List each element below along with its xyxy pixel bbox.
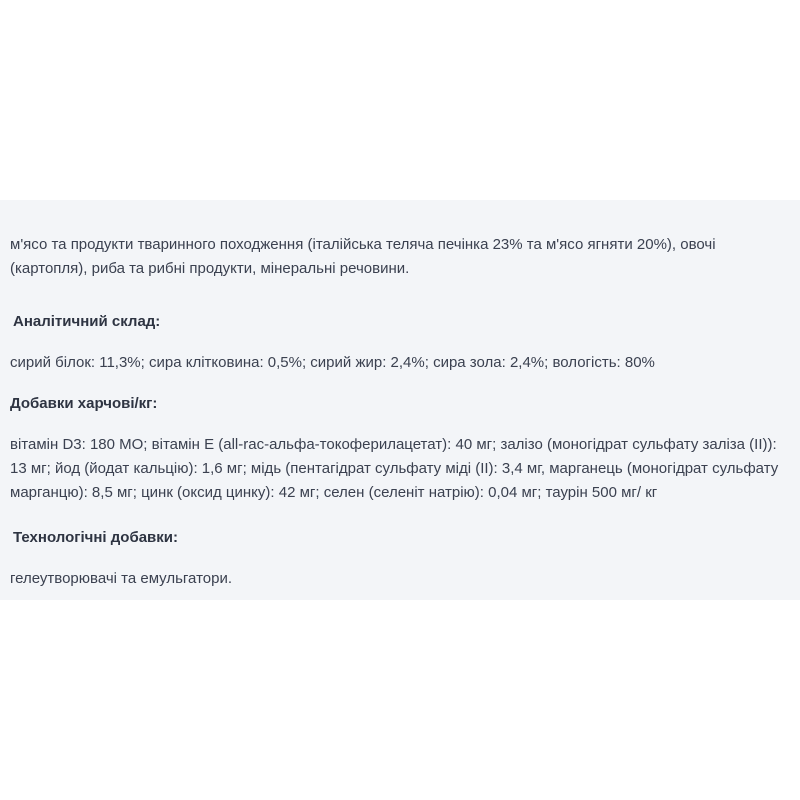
- technological-heading: Технологічні добавки:: [13, 529, 178, 546]
- product-composition: [10, 233, 790, 591]
- analytic-heading: Аналітичний склад:: [13, 313, 161, 330]
- analytic-text: сирий білок: 11,3%; сира клітковина: 0,5%; сирий жир: 2,4%; сира зола: 2,4%; вологість: 80%: [10, 354, 655, 371]
- additives-heading: Добавки харчові/кг:: [10, 395, 158, 412]
- technological-text: гелеутворювачі та емульгатори.: [10, 570, 233, 587]
- composition-text: м'ясо та продукти тваринного походження (італійська теляча печінка 23% та м'ясо ягняти 20%), овочі (картопля), риба та рибні продукти, мінеральні речовини.: [10, 236, 716, 277]
- additives-text: вітамін D3: 180 МО; вітамін Е (all-rac-альфа-токоферилацетат): 40 мг; залізо (моногідрат сульфату заліза (II)): 13 мг; йод (йодат кальцію): 1,6 мг; мідь (пентагідрат сульфату міді (II): 3,4 мг, марганець (моногідрат сульфату марганцю): 8,5 мг; цинк (оксид цинку): 42 мг; селен (селеніт натрію): 0,04 мг; таурін 500 мг/ кг: [10, 436, 779, 501]
